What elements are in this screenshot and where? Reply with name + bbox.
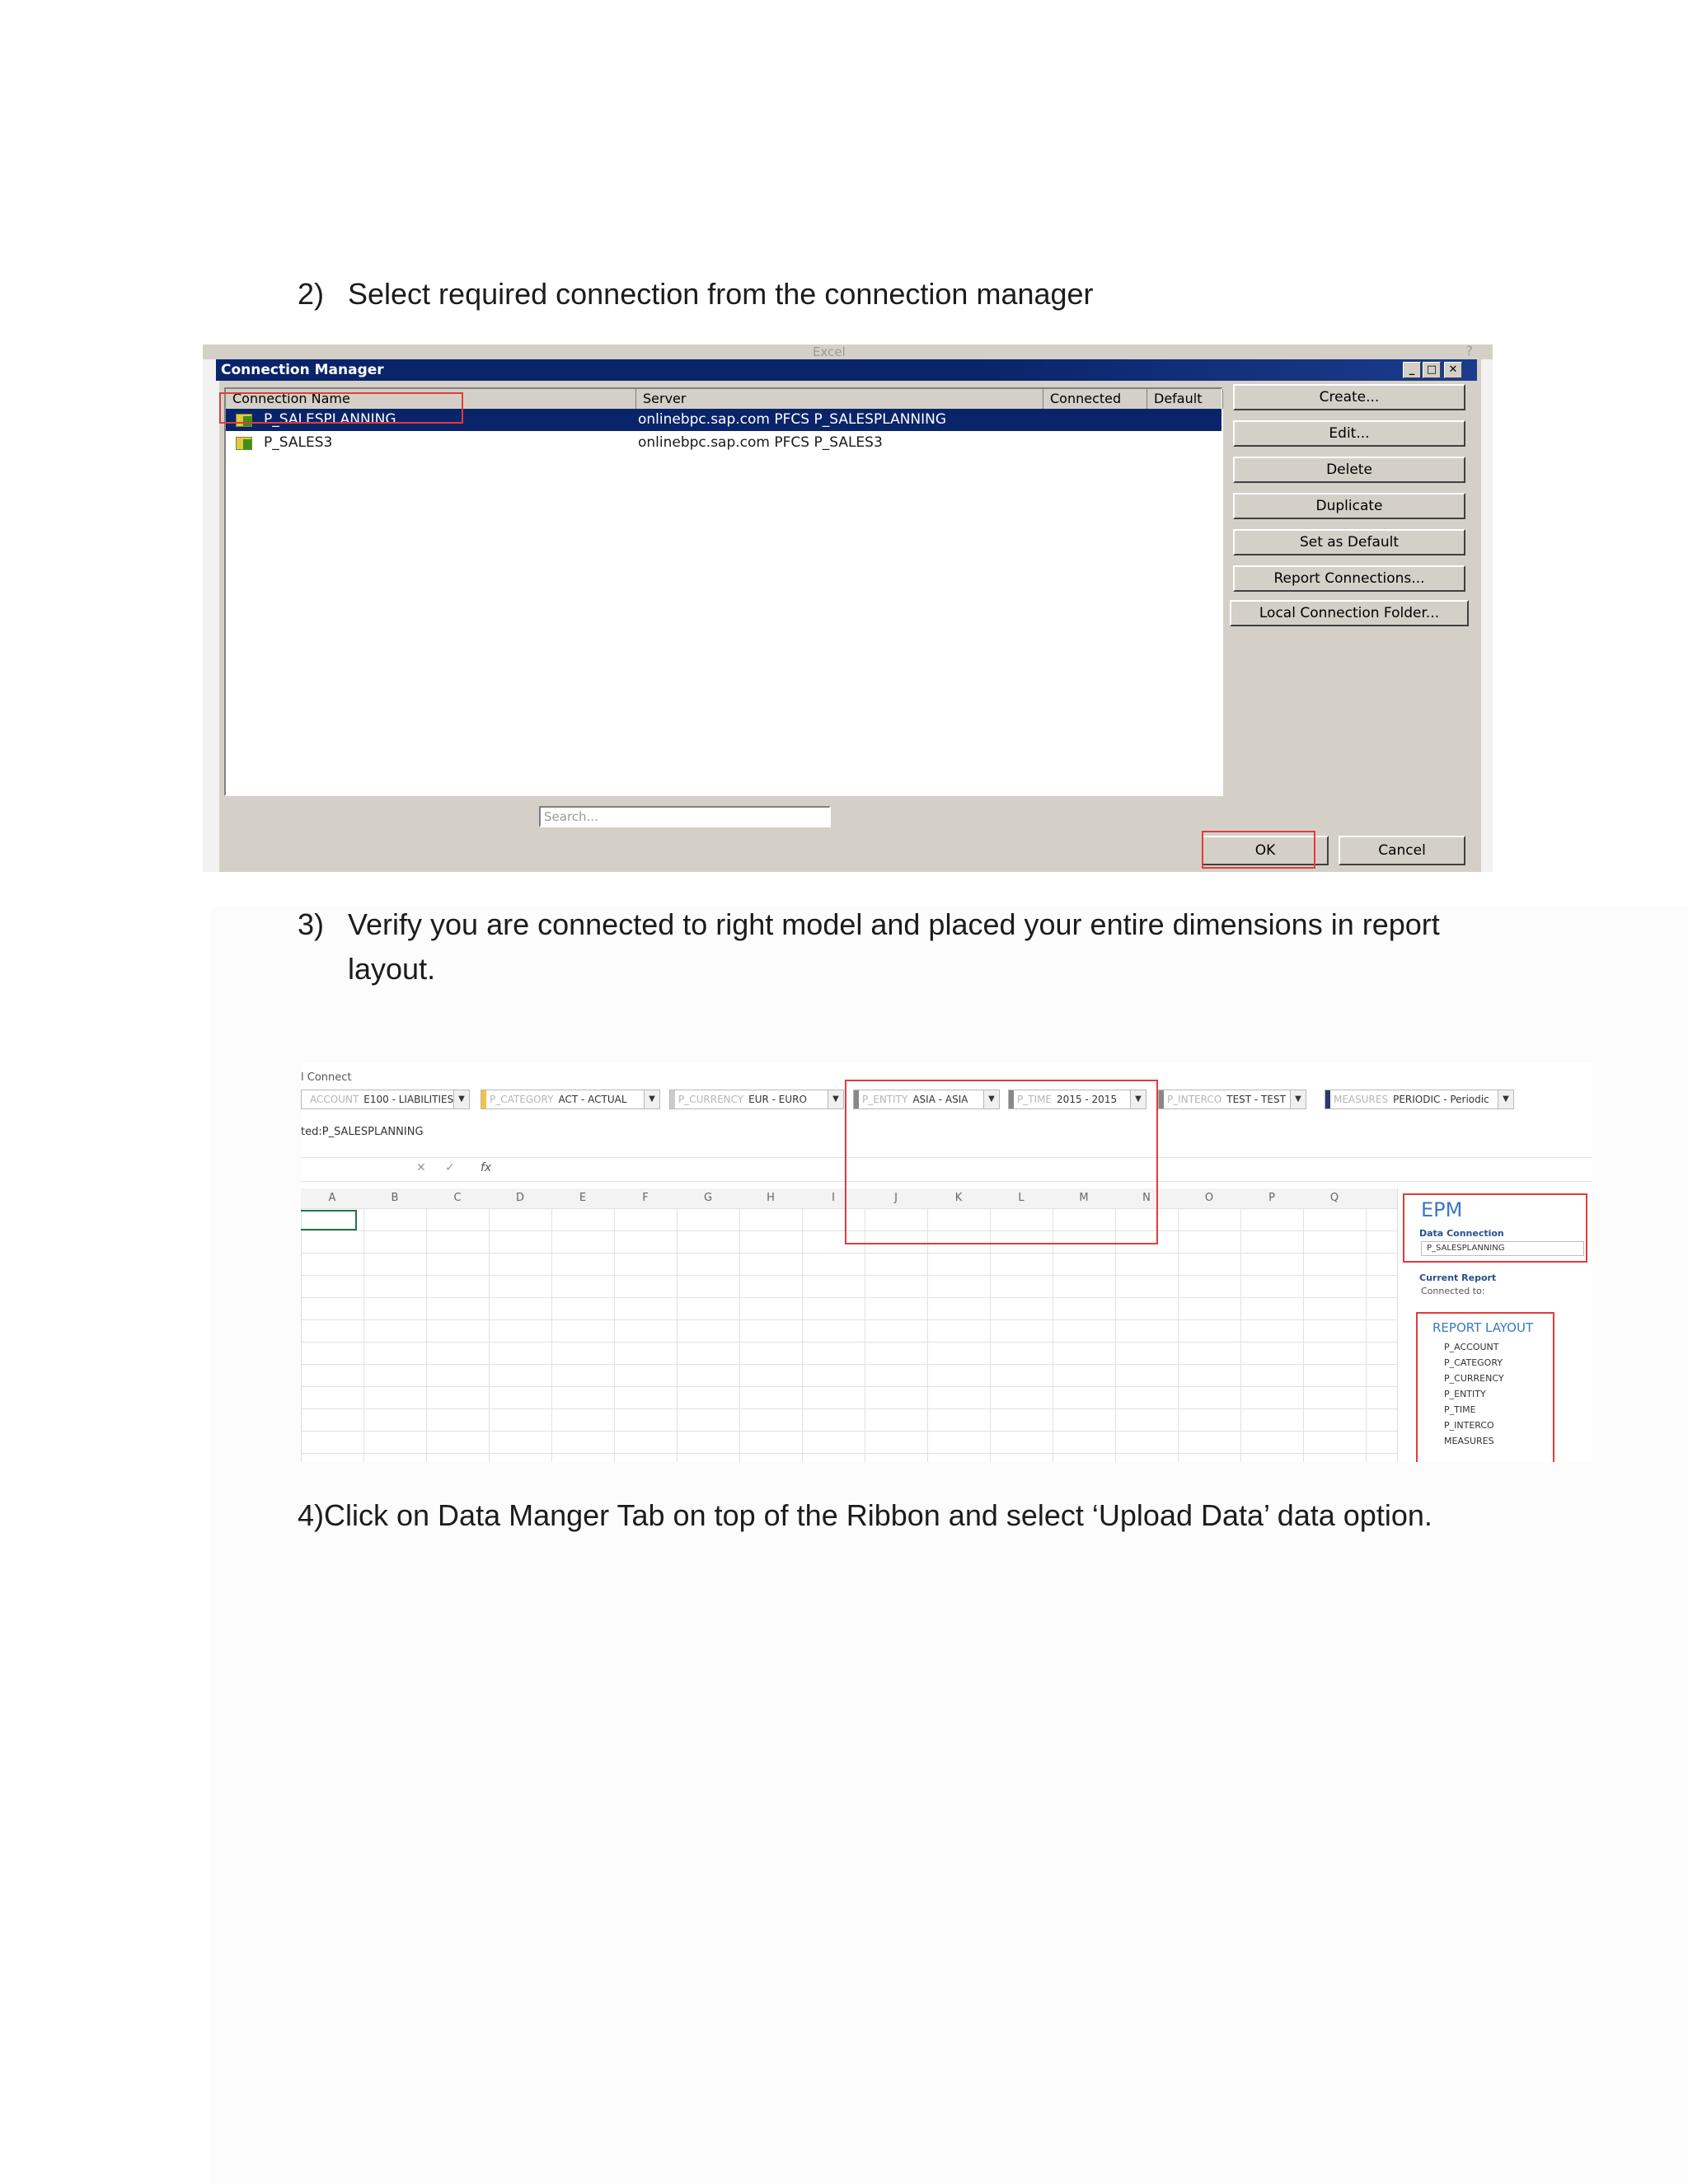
connected-caption: l Connect — [301, 1071, 352, 1084]
connection-icon — [236, 437, 252, 450]
column-header[interactable]: O — [1204, 1192, 1214, 1204]
highlight-report-layout — [1416, 1312, 1554, 1462]
connection-row[interactable] — [226, 432, 1221, 454]
dim-label: MEASURES — [1334, 1094, 1389, 1105]
highlight-ok-button — [1202, 831, 1315, 869]
cancel-formula-icon[interactable]: ✕ — [416, 1161, 426, 1174]
chevron-down-icon[interactable]: ▼ — [453, 1090, 469, 1108]
col-server[interactable]: Server — [636, 389, 1043, 409]
dimension-account[interactable] — [301, 1090, 470, 1109]
active-cell[interactable] — [301, 1210, 357, 1230]
chevron-down-icon[interactable]: ▼ — [983, 1090, 999, 1108]
search-input[interactable]: Search... — [539, 806, 831, 827]
function-icon[interactable]: fx — [481, 1161, 492, 1174]
dim-value: PERIODIC - Periodic — [1393, 1094, 1489, 1105]
dim-value: ASIA - ASIA — [912, 1094, 968, 1105]
column-header[interactable]: P — [1268, 1192, 1275, 1204]
col-connected[interactable]: Connected — [1043, 389, 1147, 409]
duplicate-button[interactable]: Duplicate — [1233, 493, 1465, 519]
dim-label: ACCOUNT — [310, 1094, 359, 1105]
column-header[interactable]: Q — [1329, 1192, 1339, 1204]
column-header[interactable]: J — [894, 1192, 898, 1204]
dim-value: TEST - TEST — [1226, 1094, 1286, 1105]
delete-button[interactable]: Delete — [1233, 457, 1465, 483]
create-button[interactable]: Create... — [1233, 384, 1465, 410]
dim-value: EUR - EURO — [748, 1094, 807, 1105]
dimension-category[interactable] — [481, 1090, 660, 1109]
column-header[interactable]: B — [391, 1192, 399, 1204]
connection-name: P_SALESPLANNING — [264, 411, 396, 428]
dimension-measures[interactable] — [1325, 1090, 1514, 1109]
dialog-titlebar — [216, 359, 1477, 381]
minimize-button[interactable]: _ — [1403, 362, 1421, 378]
column-header[interactable]: N — [1142, 1192, 1151, 1204]
step-number: 2) — [298, 277, 325, 311]
layout-item[interactable]: P_ACCOUNT — [1444, 1342, 1499, 1352]
column-header[interactable]: M — [1079, 1192, 1089, 1204]
dim-value: ACT - ACTUAL — [558, 1094, 627, 1105]
spreadsheet-grid[interactable] — [301, 1208, 1397, 1462]
set-as-default-button[interactable]: Set as Default — [1233, 529, 1465, 555]
report-layout-title: REPORT LAYOUT — [1432, 1320, 1534, 1335]
excel-caption: Excel — [813, 344, 846, 359]
layout-item[interactable]: MEASURES — [1444, 1436, 1494, 1446]
close-button[interactable]: ✕ — [1444, 362, 1462, 378]
column-header[interactable]: H — [767, 1192, 775, 1204]
step-text: Verify you are connected to right model and placed your entire dimensions in report layout. — [348, 907, 1440, 986]
dim-value: E100 - LIABILITIES — [363, 1094, 454, 1105]
local-connection-folder-button[interactable]: Local Connection Folder... — [1230, 600, 1469, 626]
step-2-instruction — [298, 272, 1094, 316]
ok-button[interactable]: OK — [1202, 836, 1329, 865]
data-connection-select[interactable]: P_SALESPLANNING — [1421, 1241, 1584, 1256]
step-text: Select required connection from the connection manager — [348, 277, 1094, 311]
layout-item[interactable]: P_CURRENCY — [1444, 1373, 1504, 1384]
layout-item[interactable]: P_TIME — [1444, 1404, 1476, 1415]
chevron-down-icon[interactable]: ▼ — [644, 1090, 659, 1108]
connected-model-caption: ted:P_SALESPLANNING — [301, 1126, 424, 1138]
connected-to-label: Connected to: — [1421, 1286, 1485, 1296]
chevron-down-icon[interactable]: ▼ — [828, 1090, 843, 1108]
column-header[interactable]: A — [328, 1192, 336, 1204]
step-4-instruction — [298, 1493, 1432, 1538]
step-3-instruction — [298, 902, 1484, 991]
column-header[interactable]: E — [579, 1192, 587, 1204]
step-number: 3) — [298, 907, 325, 941]
dim-label: P_ENTITY — [862, 1094, 908, 1105]
layout-item[interactable]: P_ENTITY — [1444, 1389, 1486, 1399]
excel-epm-screenshot — [301, 1063, 1592, 1462]
col-connection-name[interactable]: Connection Name — [226, 389, 636, 409]
column-header[interactable]: K — [954, 1192, 963, 1204]
current-report-label: Current Report — [1419, 1272, 1497, 1283]
dim-label: P_CATEGORY — [490, 1094, 554, 1105]
right-margin — [1481, 359, 1493, 872]
connection-manager-screenshot — [203, 344, 1493, 872]
connection-name: P_SALES3 — [264, 434, 333, 451]
chevron-down-icon[interactable]: ▼ — [1290, 1090, 1306, 1108]
dimension-currency[interactable] — [669, 1090, 844, 1109]
dim-flag — [1159, 1090, 1164, 1108]
connection-list[interactable] — [224, 387, 1223, 796]
dim-flag — [481, 1090, 486, 1108]
layout-item[interactable]: P_INTERCO — [1444, 1420, 1494, 1431]
dimension-interco[interactable] — [1158, 1090, 1306, 1109]
left-margin — [203, 359, 219, 872]
highlight-selected-connection — [219, 392, 463, 424]
dim-flag — [1325, 1090, 1330, 1108]
help-icon[interactable]: ? — [1465, 344, 1473, 359]
dim-label: P_TIME — [1017, 1094, 1053, 1105]
dim-flag — [670, 1090, 675, 1108]
col-default[interactable]: Default — [1147, 389, 1223, 409]
confirm-formula-icon[interactable]: ✓ — [445, 1161, 455, 1174]
edit-button[interactable]: Edit... — [1233, 420, 1465, 447]
column-header[interactable]: F — [642, 1192, 649, 1204]
highlight-epm-connection — [1403, 1193, 1587, 1263]
connection-server: onlinebpc.sap.com PFCS P_SALES3 — [638, 434, 883, 451]
step-text: 4)Click on Data Manger Tab on top of the Ribbon and select ‘Upload Data’ data option. — [298, 1498, 1432, 1532]
connection-server: onlinebpc.sap.com PFCS P_SALESPLANNING — [638, 411, 947, 428]
epm-pane — [1397, 1188, 1592, 1462]
column-header[interactable]: C — [453, 1192, 462, 1204]
dim-value: 2015 - 2015 — [1057, 1094, 1118, 1105]
column-header[interactable]: L — [1018, 1192, 1025, 1204]
chevron-down-icon[interactable]: ▼ — [1498, 1090, 1513, 1108]
data-connection-label: Data Connection — [1419, 1228, 1504, 1239]
column-header[interactable]: G — [703, 1192, 713, 1204]
maximize-button[interactable]: □ — [1423, 362, 1441, 378]
layout-item[interactable]: P_CATEGORY — [1444, 1357, 1503, 1368]
dialog-title: Connection Manager — [221, 362, 384, 378]
column-header[interactable]: D — [515, 1192, 524, 1204]
column-header[interactable]: I — [832, 1192, 835, 1204]
highlight-entity-time — [845, 1080, 1158, 1244]
chevron-down-icon[interactable]: ▼ — [1130, 1090, 1146, 1108]
cancel-button[interactable]: Cancel — [1339, 836, 1465, 865]
dim-label: P_CURRENCY — [678, 1094, 744, 1105]
dim-label: P_INTERCO — [1167, 1094, 1222, 1105]
report-connections-button[interactable]: Report Connections... — [1233, 565, 1465, 592]
epm-pane-title: EPM — [1421, 1198, 1463, 1221]
